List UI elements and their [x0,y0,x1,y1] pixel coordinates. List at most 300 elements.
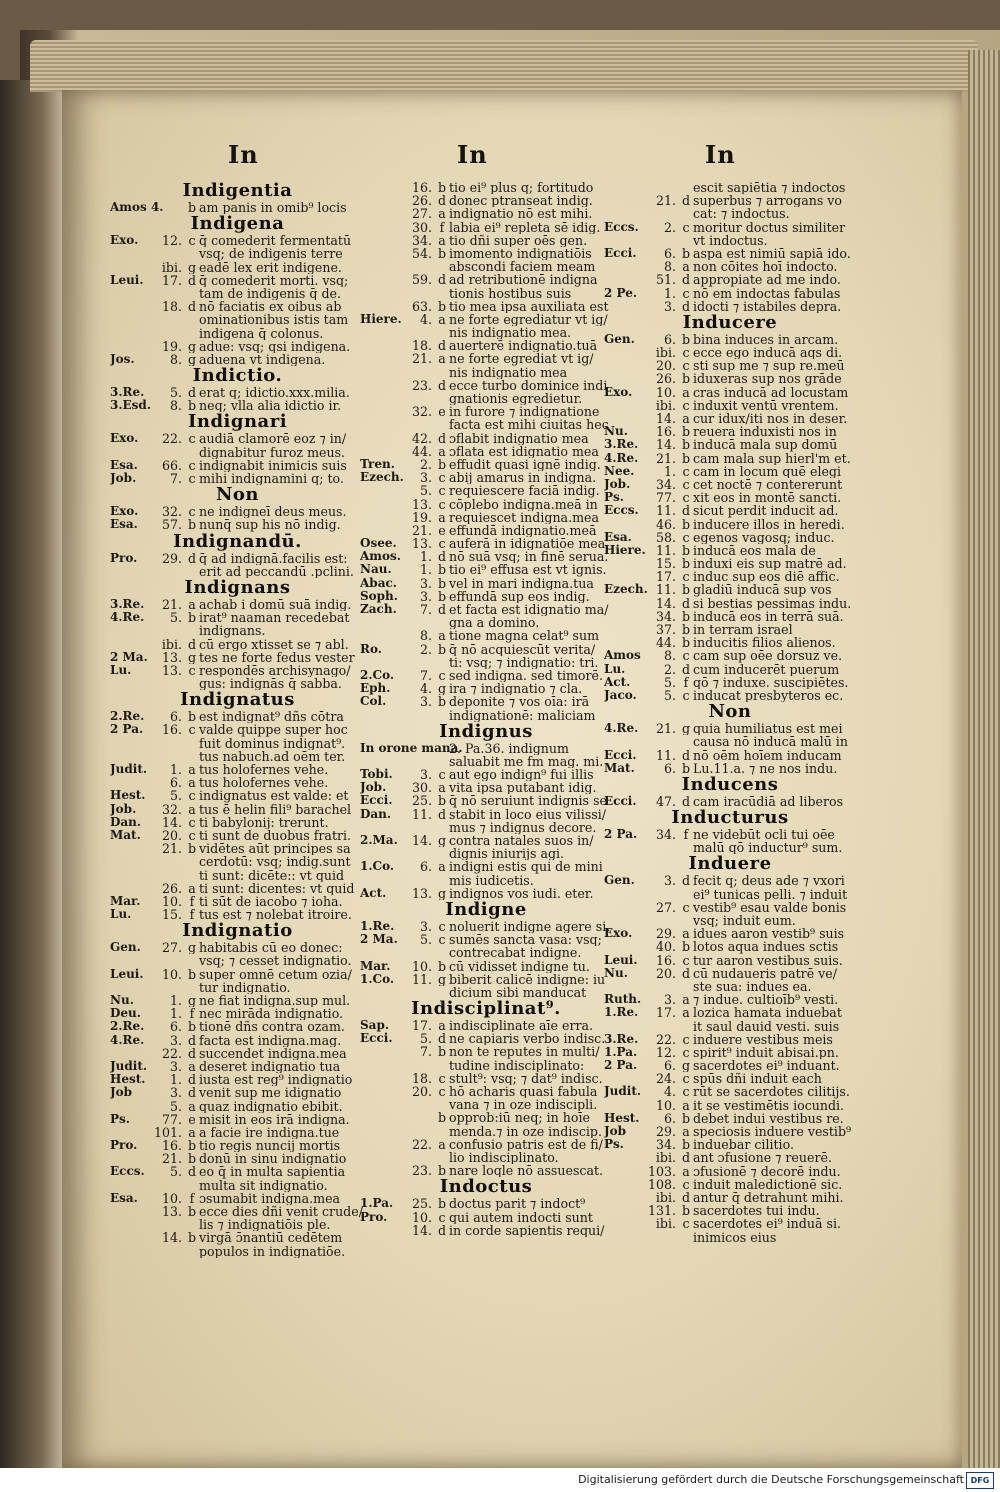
entry-book: Eph. [360,682,391,696]
entry-section-letter: e [188,1112,196,1126]
entry-chapter [404,287,435,300]
entry-book: Judit. [110,763,148,776]
entry-section-letter: a [682,1098,690,1112]
index-entry [604,194,856,207]
index-entry [604,676,856,689]
index-entry [604,927,856,940]
index-entry [360,207,612,220]
entry-section-letter: c [682,477,690,492]
entry-book [604,1191,648,1204]
entry-chapter: 5. [419,1032,432,1046]
entry-text: induit maledictionē sic. [693,1177,843,1191]
entry-chapter [154,750,185,763]
entry-text: contrecabat indigne. [449,946,582,960]
entry-chapter: 10. [161,894,182,909]
entry-chapter: 27. [655,900,676,914]
entry-chapter: 59. [411,273,432,287]
entry-section-letter [435,287,449,300]
entry-book: Lu. [604,662,626,676]
entry-chapter: ibi. [655,1190,676,1205]
entry-section-letter: d [681,194,691,208]
entry-book [110,750,154,763]
entry-section-letter [185,954,199,967]
entry-chapter: 14. [655,438,676,452]
entry-book: Lu. [110,663,132,677]
index-entry [110,1073,365,1086]
entry-book: Ecci. [360,794,393,808]
entry-chapter: 22. [655,1032,676,1046]
entry-section-letter: a [682,1006,690,1020]
index-headword: Induere [688,853,772,875]
index-entry [604,636,856,649]
entry-book [110,981,154,994]
entry-section-letter: d [187,1046,197,1060]
entry-section-letter: a [188,776,196,790]
entry-book: Ezech. [360,471,404,485]
entry-book: Deu. [110,1007,141,1021]
entry-chapter: 22. [411,1137,432,1151]
entry-book [604,518,648,531]
entry-text: confusio patris est de fi/ [449,1137,603,1151]
entry-book: 1.Co. [360,860,395,874]
entry-chapter [648,888,679,901]
entry-book: 1.Re. [604,1006,639,1020]
index-entry [110,313,365,326]
entry-chapter: 37. [655,623,676,637]
entry-chapter: 5. [419,484,432,498]
index-entry [604,623,856,636]
entry-chapter [154,446,185,459]
entry-chapter: 21. [655,451,676,465]
entry-chapter: 15. [655,557,676,571]
entry-book: Pro. [360,1210,388,1224]
entry-text: spūs dñi induit each [693,1072,822,1086]
entry-section-letter [435,418,449,431]
entry-text: nō em indoctas fabulas [693,286,841,300]
entry-section-letter: a [438,352,446,366]
entry-chapter [404,260,435,273]
entry-chapter: 131. [648,1204,677,1218]
index-entry [604,260,856,273]
entry-text: dicium sibi manducat [449,985,587,1000]
entry-book [360,821,404,834]
entry-text: gna a domino. [449,616,540,630]
entry-book: Gen. [604,332,635,346]
entry-book: Job. [604,477,631,491]
entry-text: effundā indignatio.meā [449,523,597,538]
entry-text: cū vidisset indigne tu. [449,959,590,973]
index-entry [110,1139,365,1152]
index-entry [360,498,612,511]
entry-book [360,339,404,352]
index-headword: Indignatio [182,920,293,942]
entry-text: vana ⁊ in oze indiscipli. [449,1098,598,1112]
entry-book [604,636,648,649]
index-entry [604,478,856,491]
entry-chapter: 8. [169,399,182,413]
index-headword: Indignans [184,576,291,598]
entry-book [360,1072,404,1085]
entry-book [110,313,154,326]
entry-chapter [404,1098,435,1111]
entry-text: dignabitur furoz meus. [199,445,346,459]
entry-section-letter: a [682,260,690,274]
entry-chapter: 57. [161,518,182,532]
entry-text: sumēs sancta vasa: vsq; [449,933,602,947]
entry-text: iduxeras sup nos grāde [693,372,842,386]
entry-book [360,616,404,629]
entry-section-letter: b [437,1164,447,1178]
index-entry [110,651,365,664]
index-entry [360,484,612,497]
entry-book [604,1165,648,1178]
index-entry [110,327,365,340]
entry-chapter [404,326,435,339]
entry-section-letter [679,207,693,220]
index-entry [604,722,856,735]
entry-chapter: 23. [411,378,432,392]
entry-book: Job [604,1125,627,1138]
entry-chapter: 3. [663,874,676,888]
entry-book: Nu. [110,994,134,1007]
entry-chapter: ibi. [161,260,182,274]
entry-text: indisciplinate aīe erra. [449,1019,594,1033]
entry-section-letter: a [682,1164,690,1178]
entry-text: ɔfusionē ⁊ decorē indu. [693,1164,841,1178]
entry-section-letter: d [437,550,447,564]
index-entry [604,735,856,748]
entry-text: nis indignatio mea [449,365,568,379]
entry-book: Exo. [604,385,633,399]
entry-chapter: 14. [161,815,182,829]
entry-section-letter [679,181,693,194]
entry-chapter: 29. [161,551,182,565]
entry-chapter: 3. [419,576,432,590]
entry-book [360,234,404,247]
entry-text: sacerdotes tui indu. [693,1204,820,1218]
entry-section-letter: f [189,894,195,909]
dfg-logo: DFG [966,1472,994,1489]
entry-section-letter: c [438,497,446,511]
entry-book [110,677,154,690]
entry-section-letter: a [438,781,446,795]
index-entry [604,610,856,623]
entry-chapter: 11. [655,543,676,558]
entry-chapter: 11. [655,748,676,762]
entry-book: 3.Re. [604,438,639,452]
index-entry [110,1192,365,1205]
entry-text: ti: vsq; ⁊ indignatio: tri. [449,655,599,669]
entry-chapter [648,207,679,220]
entry-book [110,1047,154,1060]
entry-section-letter: b [187,710,197,724]
entry-book [604,1204,648,1217]
entry-book [360,709,404,722]
entry-text: menda.⁊ in oze indiscip. [449,1124,602,1138]
entry-book: Dan. [110,815,142,829]
entry-text: donec ptranseat indig. [449,194,593,208]
entry-section-letter: a [188,1059,196,1074]
entry-text: causa nō inducā malū in [693,735,848,749]
entry-chapter [154,287,185,300]
entry-section-letter: d [681,966,691,980]
index-entry [604,333,856,346]
index-entry [110,1245,365,1258]
index-entry [110,1218,365,1231]
index-entry [110,247,365,260]
entry-section-letter: d [187,300,197,314]
entry-text: indignabit inimicis suis [199,458,347,472]
entry-chapter: 3. [169,1086,182,1100]
entry-book [360,755,404,768]
entry-section-letter: d [437,339,447,353]
index-entry [110,274,365,287]
entry-text: sacerdotes ei⁹ induā si. [693,1217,841,1231]
entry-book [360,847,404,860]
entry-text: lio indisciplinato. [449,1150,559,1165]
entry-book [110,287,154,300]
entry-text: q̄ nō seruiunt indignis se [449,794,607,808]
entry-section-letter: g [437,682,447,696]
entry-text: ominationibus istis tam [199,313,349,327]
index-headword: Indigne [445,898,527,920]
entry-section-letter [435,821,449,834]
entry-section-letter: f [189,908,195,922]
entry-section-letter: g [187,650,197,664]
entry-section-letter: g [187,941,197,955]
entry-book [110,1126,154,1139]
entry-chapter: 7. [169,472,182,486]
running-head-center: In [457,140,488,169]
index-headword: Indignari [187,411,288,433]
entry-text: hō acharis quasi fabula [449,1085,598,1099]
entry-section-letter: b [437,959,447,973]
entry-section-letter: d [681,596,691,610]
entry-book: Job [110,1086,133,1100]
entry-section-letter [435,709,449,722]
index-entry [604,1033,856,1046]
entry-chapter: 30. [411,781,432,795]
index-entry [110,954,365,967]
entry-text: induc sup eos diē affic. [693,570,840,584]
entry-chapter [404,1151,435,1164]
entry-section-letter: a [438,1019,446,1033]
entry-chapter: 6. [169,710,182,724]
entry-section-letter: c [682,464,690,478]
entry-book: 1.Re. [360,919,395,933]
entry-section-letter: b [187,1231,197,1245]
entry-text: ecce ego inducā aqs di. [693,346,843,360]
entry-chapter: 1. [169,1007,182,1021]
entry-section-letter [435,1098,449,1111]
entry-chapter: 42. [411,431,432,445]
entry-chapter: 8. [419,629,432,643]
entry-section-letter: a [438,444,446,458]
index-entry [604,1231,856,1244]
entry-chapter: 5. [169,1099,182,1113]
entry-book: In orone mana. [360,741,463,755]
index-entry [110,750,365,763]
index-entry [110,981,365,994]
entry-section-letter: b [187,1139,197,1153]
entry-section-letter: d [187,1033,197,1047]
entry-chapter: 5. [169,386,182,400]
entry-text: populos in indignatiōe. [199,1244,346,1258]
entry-text: nō faciatis ex oibus ab [199,300,342,314]
entry-section-letter: c [682,1032,690,1046]
entry-book: Leui. [110,273,144,287]
index-entry [360,755,612,768]
index-entry [604,1020,856,1033]
index-entry [110,1034,365,1047]
index-entry [360,695,612,708]
entry-chapter: 5. [169,611,182,625]
entry-text: labia ei⁹ repleta sē idig. [449,220,601,234]
entry-text: effudit quasi ignē indig. [449,457,601,472]
entry-section-letter: a [188,597,196,612]
entry-section-letter: b [681,557,691,571]
entry-section-letter: c [682,900,690,914]
entry-text: speciosis induere vestib⁹ [693,1125,852,1139]
entry-book: Tren. [360,457,395,471]
entry-text: stabit in loco eius vilissi/ [449,807,607,821]
entry-section-letter [435,874,449,887]
index-entry [360,260,612,273]
entry-section-letter [435,1059,449,1072]
entry-section-letter: a [682,412,690,426]
entry-book: Eccs. [110,1165,145,1179]
entry-text: tionē dñs contra ozam. [199,1020,345,1034]
entry-chapter: 19. [161,339,182,353]
entry-book [360,986,404,999]
entry-book: Hiere. [604,543,646,557]
entry-chapter [154,327,185,340]
entry-book [604,234,648,247]
entry-book: Exo. [110,432,139,446]
entry-book [360,260,404,273]
entry-chapter: 16. [161,723,182,737]
entry-book: Pro. [110,1139,138,1153]
entry-text: vt indoctus. [693,233,768,247]
entry-section-letter: d [187,1165,197,1179]
entry-section-letter: c [188,458,196,472]
entry-chapter: 11. [411,972,432,986]
entry-chapter: 10. [655,385,676,399]
entry-chapter: 14. [655,596,676,610]
index-entry [360,366,612,379]
entry-section-letter [185,750,199,763]
entry-chapter [154,869,185,882]
index-entry [360,1032,612,1045]
entry-chapter: 20. [655,966,676,980]
entry-book: Jos. [110,352,135,366]
entry-section-letter [185,869,199,882]
entry-chapter: 30. [411,220,432,234]
entry-section-letter: a [188,802,196,816]
entry-text: vidētes aūt principes sa [199,842,351,856]
entry-text: contra natales suos in/ [449,834,594,848]
index-entry [604,1046,856,1059]
index-entry [360,524,612,537]
entry-text: ti sunt: dicentes: vt quid [199,881,355,895]
entry-book: Hest. [110,1073,146,1087]
entry-chapter: 7. [419,603,432,617]
index-entry [604,940,856,953]
entry-book: Pro. [110,551,138,565]
entry-chapter: 3. [663,993,676,1007]
entry-book [110,1218,154,1231]
entry-text: tio regis nuncij mortis [199,1139,341,1153]
entry-text: dignis iniurijs agi. [449,847,565,861]
entry-chapter: 14. [655,412,676,426]
entry-book: Hiere. [360,312,402,326]
index-entry [110,611,365,624]
entry-section-letter [435,755,449,768]
entry-text: ti sunt: dicēte:: vt quid [199,868,345,882]
entry-section-letter: c [682,1045,690,1060]
entry-section-letter: b [437,457,447,472]
entry-section-letter: b [187,611,197,625]
entry-book [110,446,154,459]
index-entry [604,914,856,927]
entry-section-letter: b [681,1111,691,1125]
entry-text: cras inducā ad locustam [693,385,849,399]
entry-book [360,1098,404,1111]
entry-text: superbus ⁊ arrogans vo [693,194,842,208]
entry-book: Job. [360,781,387,795]
entry-chapter: 18. [411,1071,432,1085]
entry-section-letter: d [681,273,691,287]
entry-book [360,418,404,431]
index-headword: Inducens [681,773,779,795]
entry-section-letter: c [188,789,196,803]
entry-section-letter: b [681,425,691,439]
entry-book [360,326,404,339]
entry-book: 4.Re. [604,722,639,736]
entry-section-letter [435,656,449,669]
index-entry [604,452,856,465]
entry-text: vsq; ⁊ cesset indignatio. [199,954,352,968]
entry-text: irat⁹ naaman recedebat [199,611,350,625]
entry-text: nis indignatio mea. [449,326,572,340]
entry-chapter: 1. [169,994,182,1008]
entry-text: gnationis egredietur. [449,392,583,406]
entry-text: cam sup oēe dorsuz ve. [693,649,843,663]
entry-text: cat: ⁊ indoctus. [693,207,790,221]
index-entry [604,386,856,399]
entry-chapter: 6. [419,860,432,874]
index-entry [360,887,612,900]
entry-book [360,181,404,194]
entry-book [360,352,404,365]
entry-text: quaz indignatio ebibit. [199,1099,343,1113]
entry-chapter: 12. [161,234,182,248]
entry-text: fuit dominus indignat⁹. [199,736,346,750]
index-entry [360,181,612,194]
entry-chapter [648,1020,679,1033]
entry-section-letter: b [437,563,447,577]
index-entry [604,570,856,583]
entry-book [360,946,404,959]
entry-text: doctus parit ⁊ indoct⁹ [449,1197,586,1211]
entry-chapter: 11. [655,504,676,518]
index-entry [604,181,856,194]
index-entry [360,656,612,669]
entry-book [110,1152,154,1165]
index-headword: Indisciplinat⁹. [411,998,561,1020]
index-entry [110,340,365,353]
entry-chapter [154,1179,185,1192]
